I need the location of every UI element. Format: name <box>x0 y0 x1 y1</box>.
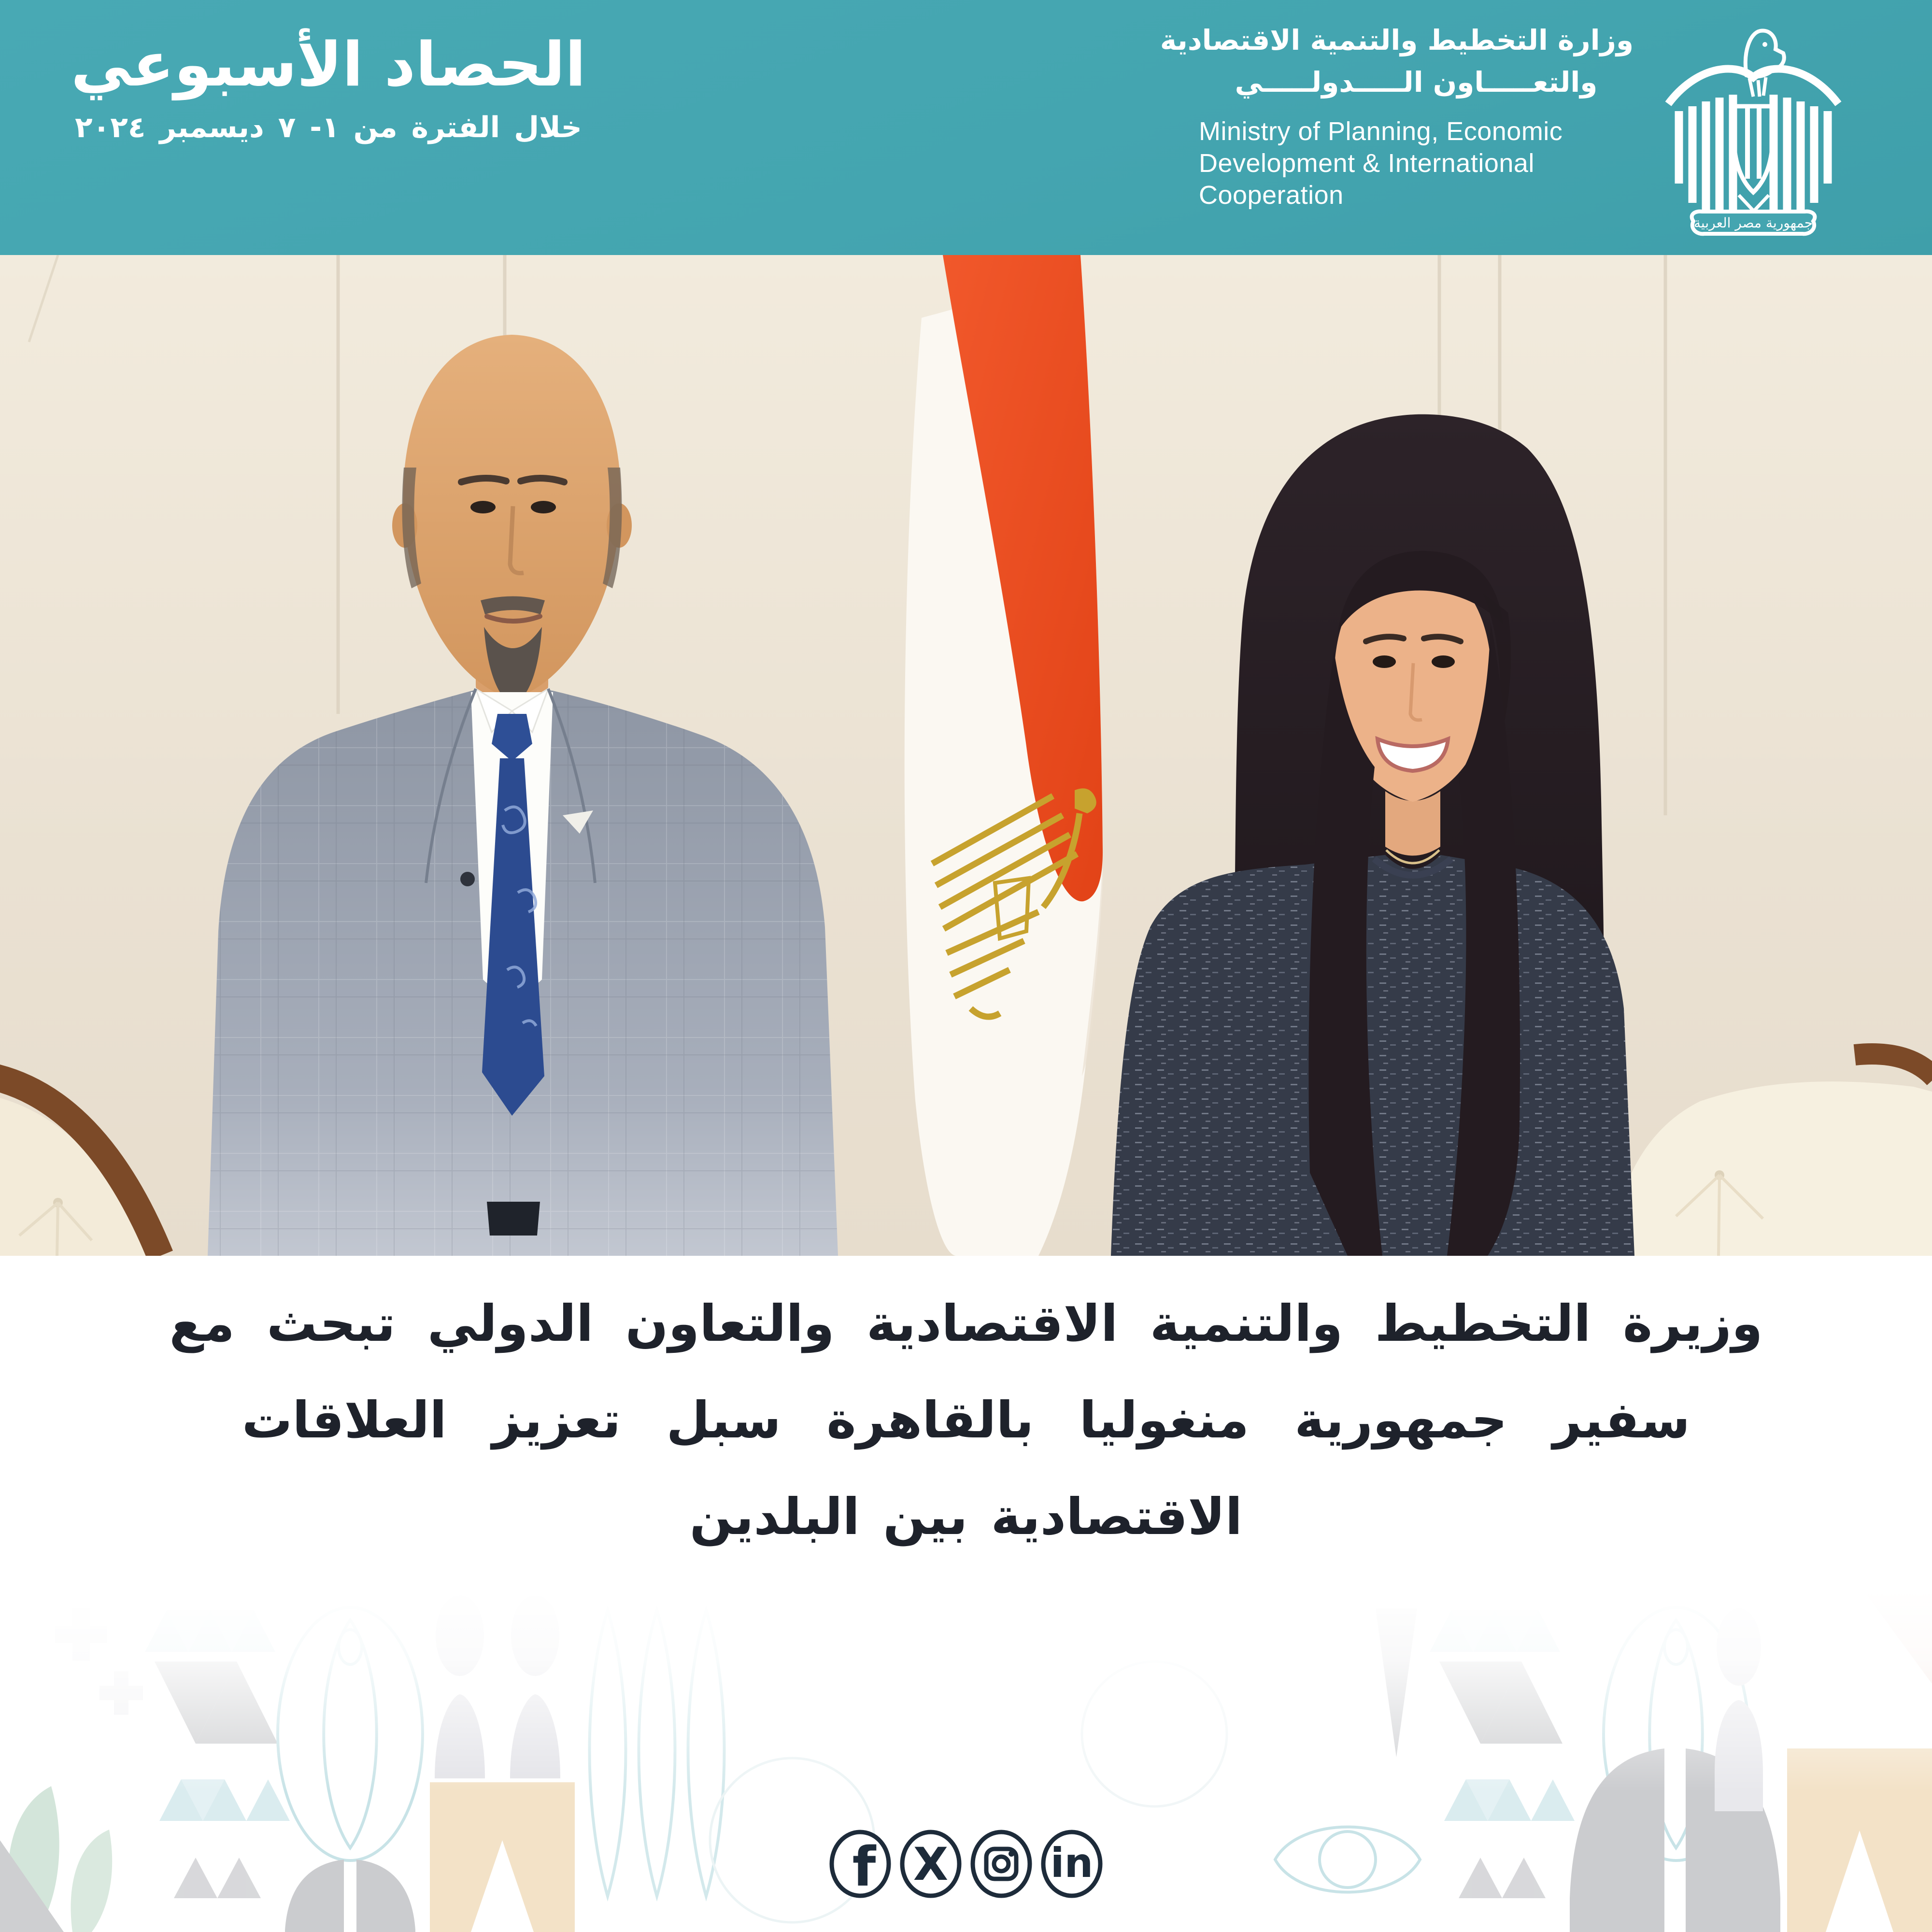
ministry-name-ar-line2: والتعـــــاون الـــــدولـــــي <box>1235 66 1598 99</box>
egypt-eagle-emblem-icon <box>1662 19 1845 242</box>
ministry-name-en-line2: Development & International <box>1199 148 1534 178</box>
caption <box>0 1275 1932 1565</box>
caption-line-3: الاقتصادية بين البلدين <box>689 1487 1243 1546</box>
pattern-fade <box>0 1589 1932 1792</box>
ministry-names <box>1160 19 1634 212</box>
svg-text:in: in <box>1050 1839 1094 1887</box>
svg-text:f: f <box>852 1836 876 1899</box>
meeting-photo <box>0 255 1932 1256</box>
x-icon[interactable] <box>899 1829 963 1899</box>
header-banner <box>0 0 1932 255</box>
linkedin-icon[interactable] <box>1040 1829 1104 1899</box>
instagram-icon[interactable] <box>969 1829 1033 1899</box>
egypt-flag <box>905 255 1103 1256</box>
date-range: خلال الفترة من ١- ٧ ديسمبر ٢٠٢٤ <box>75 110 582 144</box>
svg-text:X: X <box>913 1838 949 1891</box>
page-title: الحصاد الأسبوعي <box>71 29 586 100</box>
title-block <box>68 30 589 144</box>
ministry-name-ar-line1: وزارة التخطيط والتنمية الاقتصادية <box>1160 24 1634 57</box>
caption-line-1: وزيرة التخطيط والتنمية الاقتصادية والتعاون الدولي تبحث مع <box>169 1294 1763 1353</box>
facebook-icon[interactable] <box>828 1829 892 1899</box>
ministry-name-english <box>1199 116 1634 212</box>
ministry-name-arabic <box>1160 19 1634 103</box>
ministry-brand <box>1160 19 1845 242</box>
ministry-name-en-line1: Ministry of Planning, Economic <box>1199 117 1563 146</box>
caption-line-2: سفير جمهورية منغوليا بالقاهرة سبل تعزيز العلاقات <box>242 1391 1690 1449</box>
emblem-banner-text: جمهورية مصر العربية <box>1693 215 1813 231</box>
ministry-name-en-line3: Cooperation <box>1199 180 1344 210</box>
social-links <box>0 1829 1932 1899</box>
